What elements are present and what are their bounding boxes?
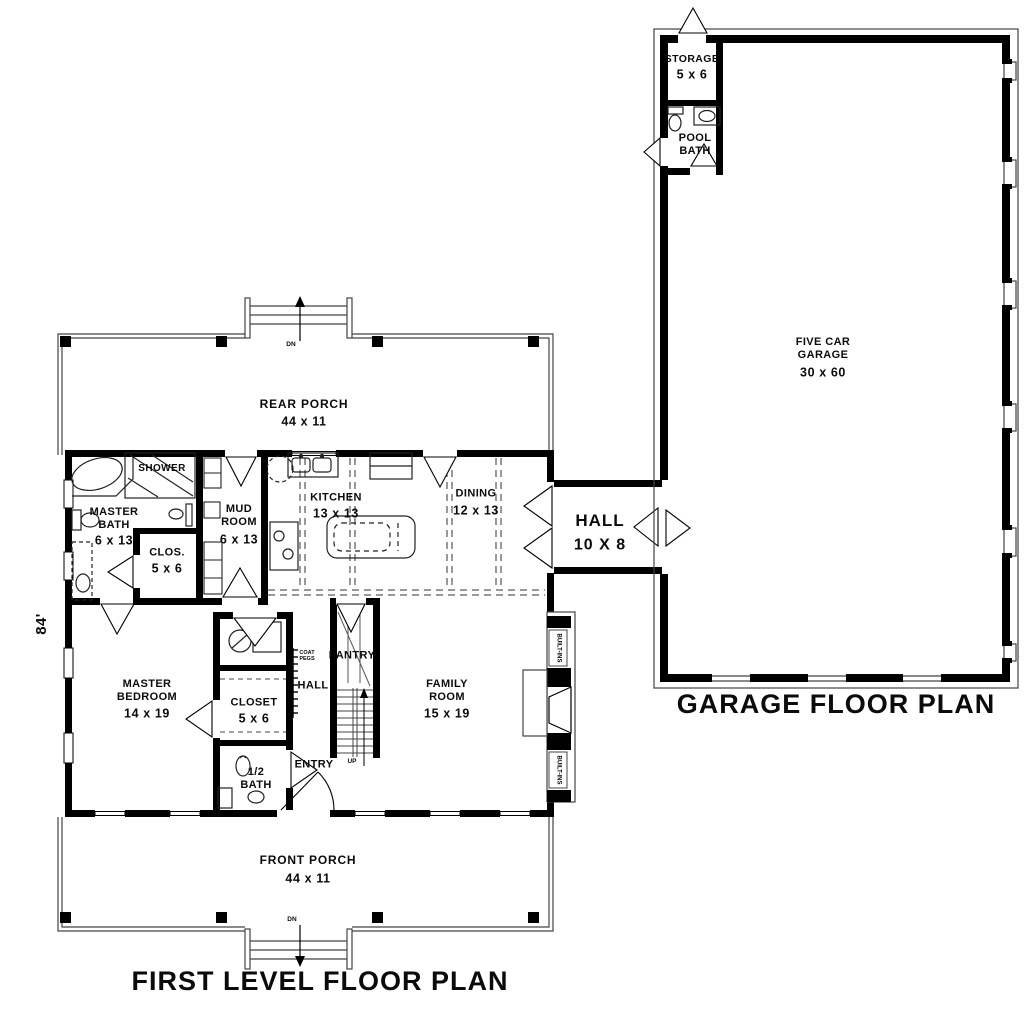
built-ins-upper-label: BUILT-INS — [555, 633, 562, 663]
master-bath-size: 6 x 13 — [94, 533, 134, 548]
family-room-size: 15 x 19 — [424, 706, 470, 721]
rear-steps-arrow — [295, 296, 305, 307]
garage-title: GARAGE FLOOR PLAN — [676, 689, 996, 720]
dining-label: DINING — [455, 487, 497, 500]
dining-size: 12 x 13 — [453, 503, 499, 518]
staircase — [337, 688, 373, 766]
mud-room-size: 6 x 13 — [219, 532, 259, 547]
shower-stall — [125, 453, 195, 498]
rear-steps-dn-label: DN — [286, 341, 296, 349]
master-bedroom-label: MASTER BEDROOM — [116, 678, 178, 703]
hall-label: HALL — [575, 510, 625, 530]
master-bath-label: MASTER BATH — [89, 506, 139, 531]
front-steps-dn-label: DN — [287, 916, 297, 924]
storage-label: STORAGE — [664, 52, 720, 65]
five-car-garage-size: 30 x 60 — [800, 365, 846, 380]
rear-porch-outline — [58, 334, 553, 455]
mud-room-label: MUD ROOM — [221, 503, 257, 528]
left-dimension-label: 84' — [33, 613, 51, 635]
front-porch-posts — [60, 912, 539, 923]
built-ins-lower-label: BUILT-INS — [555, 755, 562, 785]
kitchen-size: 13 x 13 — [313, 506, 359, 521]
rear-porch-label: REAR PORCH — [259, 396, 349, 411]
front-porch-label: FRONT PORCH — [259, 852, 357, 867]
inner-hall-label: HALL — [297, 679, 329, 692]
garage-door-openings — [712, 676, 941, 681]
front-porch-size: 44 x 11 — [285, 871, 331, 886]
closet-size: 5 x 6 — [238, 711, 270, 726]
coat-pegs-label: COAT PEGS — [299, 650, 315, 662]
clos-size: 5 x 6 — [151, 561, 183, 576]
shower-label: SHOWER — [138, 463, 186, 475]
first-level-title: FIRST LEVEL FLOOR PLAN — [131, 966, 509, 997]
family-room-label: FAMILY ROOM — [426, 678, 468, 703]
storage-size: 5 x 6 — [676, 67, 708, 82]
entry-label: ENTRY — [294, 758, 334, 771]
pool-bath-label: POOL BATH — [678, 132, 712, 157]
half-bath-label: 1/2 BATH — [240, 766, 272, 791]
closet-label: CLOSET — [230, 696, 278, 709]
kitchen-label: KITCHEN — [310, 491, 362, 504]
clos-label: CLOS. — [149, 546, 185, 559]
pantry-label: PANTRY — [328, 649, 376, 662]
master-bedroom-size: 14 x 19 — [124, 706, 170, 721]
garage-door-swings — [644, 8, 717, 546]
pool-bath-fixtures — [668, 107, 720, 131]
five-car-garage-label: FIVE CAR GARAGE — [795, 336, 851, 361]
stairs-up-label: UP — [347, 758, 357, 766]
fireplace-bay — [523, 612, 575, 802]
rear-porch-size: 44 x 11 — [281, 414, 327, 429]
hall-size: 10 X 8 — [573, 536, 627, 554]
